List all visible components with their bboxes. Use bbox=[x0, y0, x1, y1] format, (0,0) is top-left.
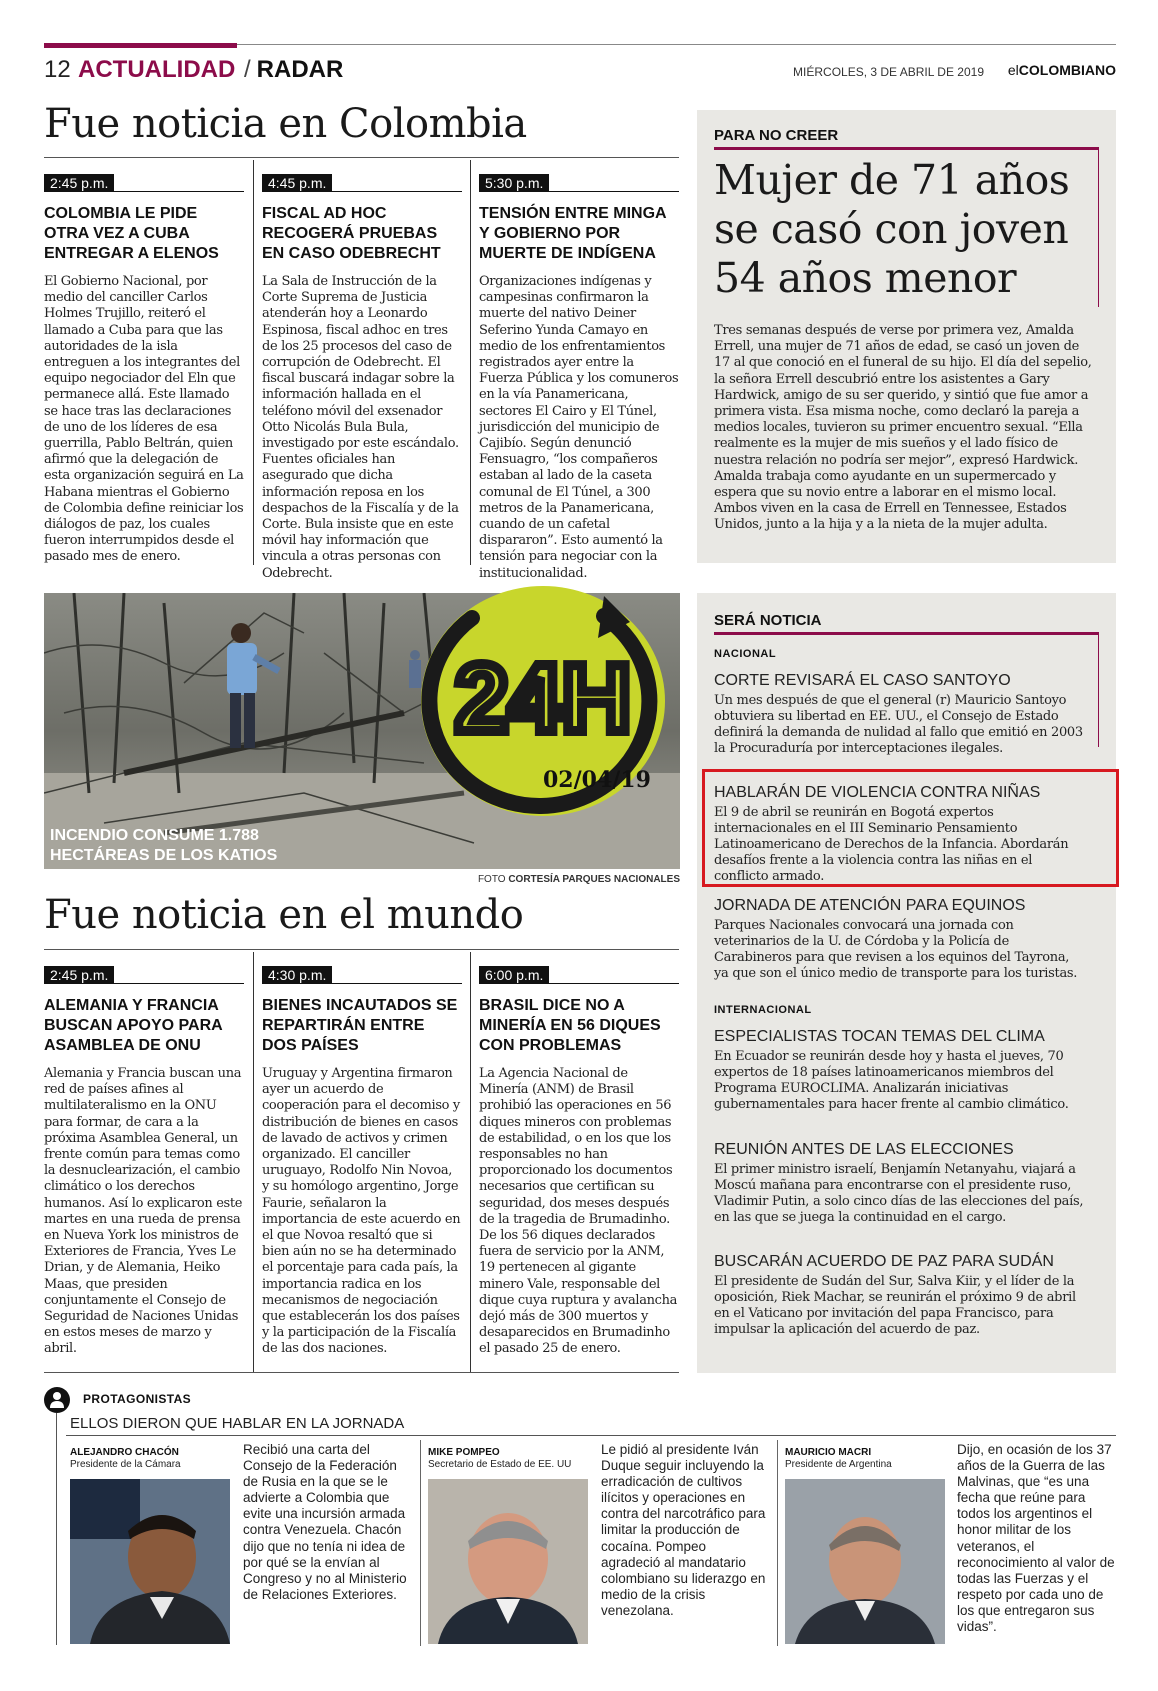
protagonist-name: MAURICIO MACRI bbox=[785, 1447, 872, 1458]
portrait-chacon bbox=[70, 1479, 230, 1644]
para-no-creer-vrule bbox=[1098, 147, 1099, 307]
subsection-label: RADAR bbox=[256, 56, 344, 83]
person-icon-glyph bbox=[44, 1387, 70, 1413]
mundo-section-title: Fue noticia en el mundo bbox=[44, 892, 524, 938]
subsection-name[interactable] bbox=[244, 56, 343, 84]
para-no-creer-title[interactable]: Mujer de 71 años se casó con joven 54 años menor bbox=[714, 156, 1070, 302]
item-title[interactable]: CORTE REVISARÁ EL CASO SANTOYO bbox=[714, 672, 1011, 689]
para-no-creer-tag: PARA NO CREER bbox=[714, 127, 839, 144]
person-icon bbox=[44, 1387, 70, 1413]
protagonistas-subtitle: ELLOS DIERON QUE HABLAR EN LA JORNADA bbox=[70, 1415, 405, 1432]
column-separator bbox=[470, 952, 471, 1372]
news-time: 2:45 p.m. bbox=[44, 966, 114, 984]
news-time: 6:00 p.m. bbox=[479, 966, 549, 984]
item-title[interactable]: HABLARÁN DE VIOLENCIA CONTRA NIÑAS bbox=[714, 784, 1041, 801]
colombia-news-2 bbox=[262, 173, 462, 582]
photo-credit bbox=[478, 874, 680, 885]
colombia-news-3 bbox=[479, 173, 679, 582]
news-time: 5:30 p.m. bbox=[479, 174, 549, 192]
news-time: 4:45 p.m. bbox=[262, 174, 332, 192]
news-time: 4:30 p.m. bbox=[262, 966, 332, 984]
news-headline[interactable]: BRASIL DICE NO A MINERÍA EN 56 DIQUES CON PROBLEMAS bbox=[479, 997, 661, 1054]
protagonistas-vline bbox=[56, 1413, 57, 1645]
protagonist-role: Presidente de Argentina bbox=[785, 1459, 892, 1470]
protagonist-separator bbox=[777, 1440, 778, 1646]
protagonist-role: Presidente de la Cámara bbox=[70, 1459, 181, 1470]
item-body: Parques Nacionales convocará una jornada con veterinarios de la U. de Córdoba y la Policía de Carabineros para que revisen a los equinos del Tayrona, ya que son el único medio de transporte para los turistas. bbox=[714, 918, 1078, 981]
news-headline[interactable]: TENSIÓN ENTRE MINGA Y GOBIERNO POR MUERTE DE INDÍGENA bbox=[479, 205, 666, 262]
sera-noticia-item bbox=[714, 1027, 1084, 1113]
mundo-news-3 bbox=[479, 965, 679, 1358]
news-headline[interactable]: BIENES INCAUTADOS SE REPARTIRÁN ENTRE DOS PAÍSES bbox=[262, 997, 458, 1054]
protagonist-quote: Le pidió al presidente Iván Duque seguir incluyendo la erradicación de cultivos ilícitos y operaciones en contra del narcotráfico para limitar la producción de cocaína. Pompeo agradeció al mandatario colombiano su liderazgo en medio de la crisis venezolana. bbox=[601, 1442, 766, 1618]
section-name[interactable]: ACTUALIDAD bbox=[78, 56, 236, 83]
protagonistas-rule bbox=[66, 1435, 1116, 1436]
column-separator bbox=[253, 160, 254, 565]
brand-prefix: el bbox=[1007, 62, 1019, 78]
page-number: 12 bbox=[44, 56, 71, 83]
news-body: La Sala de Instrucción de la Corte Suprema de Justicia atenderán hoy a Leonardo Espinosa, fiscal adhoc en tres de los 25 procesos del caso de corrupción de Odebrecht. El fiscal buscará indagar sobre la información hallada en el teléfono móvil del exsenador Otto Nicolás Bula Bula, investigado por este escándalo. Fuentes oficiales han asegurado que dicha información reposa en los despachos de la Fiscalía y de la Corte. Bula insiste que en este móvil hay información que vincula a otras personas con Odebrecht. bbox=[262, 274, 459, 581]
24h-badge-text: 24H bbox=[454, 645, 632, 752]
protagonist-separator bbox=[420, 1440, 421, 1646]
news-body: Alemania y Francia buscan una red de países afines al multilateralismo en la ONU para formar, de cara a la próxima Asamblea General, un frente común para temas como la desnuclearización, el cambio climático o los derechos humanos. Así lo explicaron este martes en una rueda de prensa en Nueva York los ministros de Exteriores de Francia, Yves Le Drian, y de Alemania, Heiko Maas, que presiden conjuntamente el Consejo de Seguridad de Naciones Unidas en estos meses de marzo y abril. bbox=[44, 1066, 243, 1357]
newspaper-brand bbox=[1008, 62, 1116, 78]
para-no-creer-body: Tres semanas después de verse por primera vez, Amalda Errell, una mujer de 71 años de edad, se casó un joven de 17 al que conoció en el funeral de su hijo. El día del sepelio, la señora Errell descubrió entre los asistentes a Gary Hardwick, amigo de su ser querido, y sintió que fue amor a primera vista. Esa misma noche, como declaró la pareja a medios locales, tuvieron su primer encuentro sexual. “Ella realmente es la mujer de mis sueños y el lado físico de nuestra relación no podría ser mejor”, expresó Hardwick. Amalda trabaja como ayudante en un supermercado y espera que su novio entre a laborar en el mismo local. Ambos viven en la casa de Errell en Tennessee, Estados Unidos, junto a la hija y a la nieta de la mujer adulta. bbox=[714, 323, 1092, 533]
protagonist-quote: Recibió una carta del Consejo de la Federación de Rusia en la que se le advierte a Colombia que evite una incursión armada contra Venezuela. Chacón dijo que no tenía ni idea de por qué se la envían al Congreso y no al Ministerio de Relaciones Exteriores. bbox=[243, 1442, 407, 1602]
news-headline[interactable]: COLOMBIA LE PIDE OTRA VEZ A CUBA ENTREGAR A ELENOS bbox=[44, 205, 219, 262]
column-separator bbox=[253, 952, 254, 1372]
colombia-section-title: Fue noticia en Colombia bbox=[44, 101, 527, 147]
protagonist-photo bbox=[785, 1479, 945, 1644]
sera-noticia-rule bbox=[714, 632, 1098, 635]
news-body: El Gobierno Nacional, por medio del canciller Carlos Holmes Trujillo, reiteró el llamado a Cuba para que las autoridades de la isla entreguen a los integrantes del equipo negociador del Eln que permanece allá. Este llamado se hace tras las declaraciones de uno de los líderes de esa guerrilla, Pablo Beltrán, quien afirmó que la delegación de esta organización seguirá en La Habana mientras el Gobierno de Colombia define reiniciar los diálogos de paz, los cuales fueron interrumpidos desde el pasado mes de enero. bbox=[44, 274, 244, 565]
sera-noticia-item bbox=[714, 671, 1084, 757]
brand-name: COLOMBIANO bbox=[1018, 62, 1116, 78]
protagonist-photo bbox=[428, 1479, 588, 1644]
item-body: Un mes después de que el general (r) Mauricio Santoyo obtuviera su libertad en EE. UU., el Consejo de Estado definirá la demanda de nulidad al fallo que emitió en 2003 la Procuraduría por interceptaciones ilegales. bbox=[714, 693, 1083, 756]
nacional-label: NACIONAL bbox=[714, 648, 777, 660]
sera-noticia-item bbox=[714, 896, 1084, 982]
page-header bbox=[44, 54, 1116, 84]
colombia-news-1 bbox=[44, 173, 244, 566]
mundo-title-rule bbox=[44, 949, 679, 950]
photo-credit-source: CORTESÍA PARQUES NACIONALES bbox=[508, 874, 680, 885]
section-slash: / bbox=[244, 56, 251, 83]
news-body: Organizaciones indígenas y campesinas confirmaron la muerte del nativo Deiner Seferino Yunda Camayo en medio de los enfrentamientos registrados ayer entre la Fuerza Pública y los comuneros en la vía Panamericana, sectores El Cairo y El Túnel, jurisdicción del municipio de Cajibío. Según denunció Fensuagro, “los compañeros estaban al lado de la caseta comunal de El Túnel, a 300 metros de la Panamericana, cuando de un cafetal dispararon”. Esto aumentó la tensión para negociar con la institucionalidad. bbox=[479, 274, 679, 581]
item-title[interactable]: REUNIÓN ANTES DE LAS ELECCIONES bbox=[714, 1141, 1014, 1158]
photo-caption: INCENDIO CONSUME 1.788 HECTÁREAS DE LOS KATIOS bbox=[50, 827, 278, 864]
protagonist-role: Secretario de Estado de EE. UU bbox=[428, 1459, 572, 1470]
issue-date: MIÉRCOLES, 3 DE ABRIL DE 2019 bbox=[793, 65, 984, 79]
column-separator bbox=[470, 160, 471, 565]
item-body: El presidente de Sudán del Sur, Salva Kiir, y el líder de la oposición, Riek Machar, se reunirán el próximo 9 de abril en el Vaticano por invitación del papa Francisco, para impulsar la aplicación del acuerdo de paz. bbox=[714, 1274, 1076, 1337]
sera-noticia-item bbox=[714, 783, 1084, 885]
portrait-macri bbox=[785, 1479, 945, 1644]
para-no-creer-rule bbox=[714, 147, 1098, 150]
protagonistas-tag: PROTAGONISTAS bbox=[83, 1392, 192, 1406]
protagonist-quote: Dijo, en ocasión de los 37 años de la Guerra de las Malvinas, que “es una fecha que reúne para todos los argentinos el honor militar de los veteranos, el reconocimiento al valor de todas las Fuerzas y el respeto por cada uno de los que entregaron sus vidas”. bbox=[957, 1442, 1115, 1635]
protagonist-name: ALEJANDRO CHACÓN bbox=[70, 1447, 179, 1458]
item-body: En Ecuador se reunirán desde hoy y hasta el jueves, 70 expertos de 18 países latinoamericanos miembros del Programa EUROCLIMA. Analizarán iniciativas gubernamentales para hacer frente al cambio climático. bbox=[714, 1049, 1069, 1112]
news-time: 2:45 p.m. bbox=[44, 174, 114, 192]
news-headline[interactable]: FISCAL AD HOC RECOGERÁ PRUEBAS EN CASO ODEBRECHT bbox=[262, 205, 441, 262]
protagonist-name: MIKE POMPEO bbox=[428, 1447, 500, 1458]
internacional-label: INTERNACIONAL bbox=[714, 1004, 812, 1016]
sera-noticia-item bbox=[714, 1140, 1084, 1226]
item-body: El 9 de abril se reunirán en Bogotá expertos internacionales en el III Seminario Pensamiento Latinoamericano de Derechos de la Infancia. Abordarán desafíos frente a la violencia contra las niñas en el conflicto armado. bbox=[714, 805, 1069, 884]
sera-noticia-vrule bbox=[1098, 632, 1099, 747]
item-title[interactable]: ESPECIALISTAS TOCAN TEMAS DEL CLIMA bbox=[714, 1028, 1045, 1045]
mundo-bottom-rule bbox=[44, 1372, 679, 1373]
24h-badge-date: 02/04/19 bbox=[543, 767, 651, 793]
item-body: El primer ministro israelí, Benjamín Netanyahu, viajará a Moscú mañana para encontrarse con el presidente ruso, Vladimir Putin, a solo cinco días de las elecciones del país, en las que se juega la continuidad en el cargo. bbox=[714, 1162, 1084, 1225]
header-accent-rule bbox=[44, 43, 237, 48]
portrait-pompeo bbox=[428, 1479, 588, 1644]
mundo-news-1 bbox=[44, 965, 244, 1358]
news-body: La Agencia Nacional de Minería (ANM) de Brasil prohibió las operaciones en 56 diques mineros con problemas de estabilidad, o en los que los responsables no han proporcionado los documentos necesarios que certifican su seguridad, dos meses después de la tragedia de Brumadinho. De los 56 diques declarados fuera de servicio por la ANM, 19 pertenecen al gigante minero Vale, responsable del dique cuya ruptura y avalancha dejó más de 300 muertos y desaparecidos en Brumadinho el pasado 25 de enero. bbox=[479, 1066, 677, 1357]
sera-noticia-item bbox=[714, 1252, 1084, 1338]
news-headline[interactable]: ALEMANIA Y FRANCIA BUSCAN APOYO PARA ASAMBLEA DE ONU bbox=[44, 997, 223, 1054]
sera-noticia-tag: SERÁ NOTICIA bbox=[714, 612, 822, 629]
item-title[interactable]: BUSCARÁN ACUERDO DE PAZ PARA SUDÁN bbox=[714, 1253, 1054, 1270]
news-body: Uruguay y Argentina firmaron ayer un acuerdo de cooperación para el decomiso y distribución de bienes en casos de lavado de activos y crimen organizado. El canciller uruguayo, Rodolfo Nin Novoa, y su homólogo argentino, Jorge Faurie, señalaron la importancia de este acuerdo en el que Novoa resaltó que si bien aún no se ha determinado el porcentaje para cada país, la importancia radica en los mecanismos de negociación que establecerán los dos países y la participación de la Fiscalía de las dos naciones. bbox=[262, 1066, 461, 1357]
mundo-news-2 bbox=[262, 965, 462, 1358]
item-title[interactable]: JORNADA DE ATENCIÓN PARA EQUINOS bbox=[714, 897, 1026, 914]
protagonist-photo bbox=[70, 1479, 230, 1644]
colombia-title-rule bbox=[44, 157, 679, 158]
photo-credit-label: FOTO bbox=[477, 874, 506, 885]
